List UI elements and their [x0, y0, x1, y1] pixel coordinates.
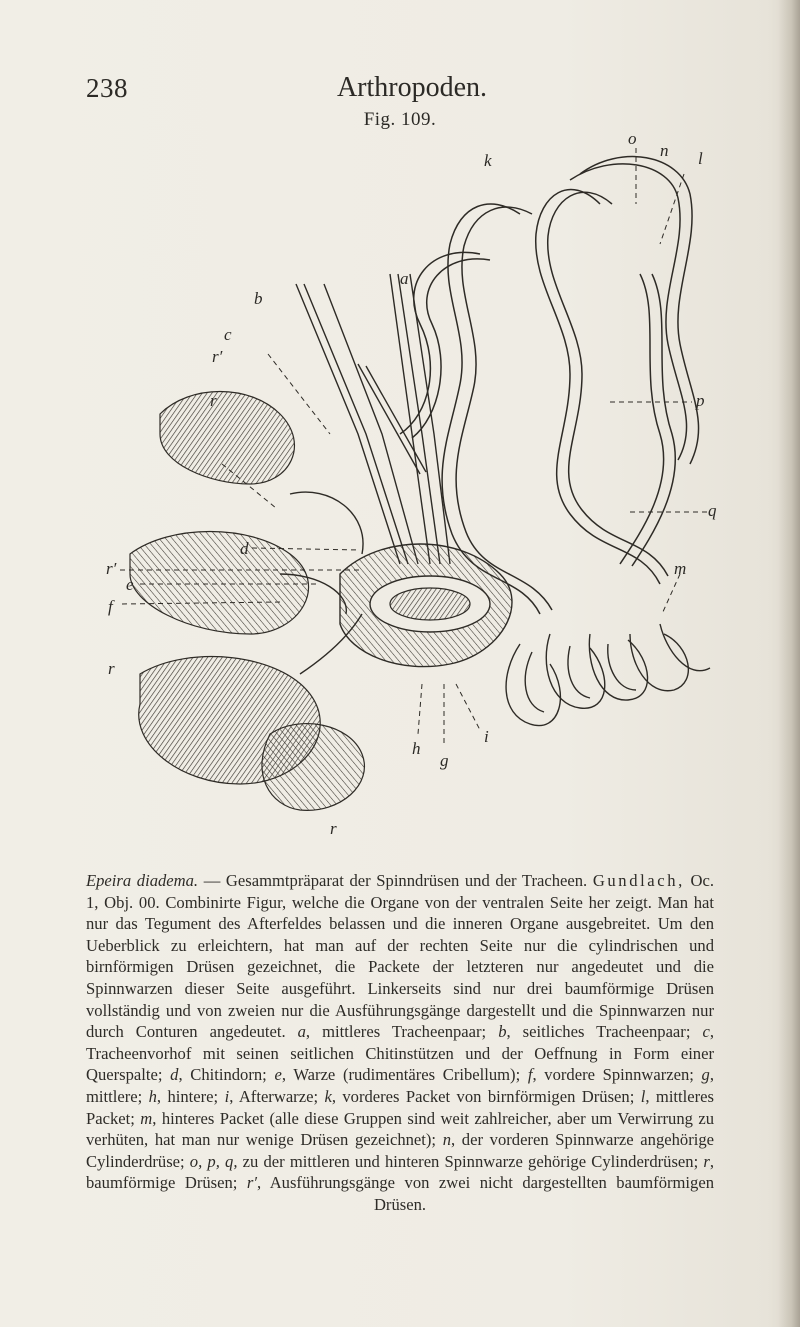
caption-letter-a: a	[297, 1022, 306, 1042]
figure-label-r-left: r	[108, 659, 115, 678]
caption-paragraph	[86, 870, 714, 1216]
caption-desc-g: , mittlere;	[86, 1065, 714, 1106]
figure-label: Fig. 109.	[363, 109, 437, 130]
caption-text-2: Oc. 1, Obj. 00. Combinirte Figur, welche die Organe von der ventralen Seite her zeigt. Man hat nur das Tegument des Afterfeldes belassen und die inneren Organe ausgebreitet. Um den Ueberblick zu erleichtern, hat man auf der rechten Seite nur die cylindrischen und birnförmigen Drüsen gezeichnet, die Packete der letzteren nur angedeutet und die Spinnwarzen dieser Seite ausgeführt. Linkerseits sind nur drei baumförmige Drüsen vollständig und von zweien nur die Ausführungsgänge dargestellt und die Spinnwarzen nur durch Conturen angedeutet.	[86, 871, 714, 1042]
caption-text-1: Gesammtpräparat der Spinndrüsen und der Tracheen.	[225, 871, 593, 890]
figure-label-n: n	[660, 141, 669, 160]
caption-desc-l: , mittleres Packet;	[86, 1086, 714, 1128]
figure-label-r-prime-left: r′	[106, 559, 117, 578]
figure-label-l: l	[698, 149, 703, 168]
caption-desc-r: , baumförmige Drüsen;	[86, 1151, 714, 1193]
figure-label-q: q	[708, 501, 717, 520]
caption-letter-m: m	[140, 1108, 153, 1128]
figure-label-k: k	[484, 151, 492, 170]
caption-desc-c: , Tracheenvorhof mit seinen seitlichen Chitinstützen und der Oeffnung in Form einer Querspalte;	[86, 1022, 714, 1085]
page-number: 238	[86, 73, 128, 103]
running-head: Arthropoden.	[336, 72, 488, 103]
figure-label-p: p	[696, 391, 705, 410]
cylindrical-glands	[400, 157, 699, 614]
page-edge-shadow	[778, 0, 800, 1327]
figure-label-o: o	[628, 134, 637, 148]
caption-dash: —	[198, 871, 226, 890]
caption-desc-r-prime: , Ausführungsgänge von zwei nicht dargestellten baumförmigen Drüsen.	[256, 1173, 714, 1214]
figure-label-r-top: r	[210, 391, 217, 410]
caption-desc-n: , der vorderen Spinnwarze angehörige Cylinderdrüse;	[86, 1130, 714, 1171]
caption-letter-d: d	[170, 1065, 179, 1085]
trachea-tubes	[296, 274, 450, 564]
caption-desc-m: , hinteres Packet (alle diese Gruppen sind weit zahlreicher, aber um Verwirrung zu verhüten, hat man nur wenige Drüsen gezeichnet);	[86, 1108, 715, 1150]
illustration-svg	[100, 134, 720, 854]
figure-label-r-bottom: r	[330, 819, 337, 838]
caption-desc-h: , hintere;	[156, 1086, 225, 1106]
figure-label-c: c	[224, 325, 232, 344]
figure-label-h: h	[412, 739, 421, 758]
caption-desc-d: , Chitindorn;	[178, 1065, 275, 1085]
caption-letter-f: f	[527, 1065, 533, 1085]
figure-label-r-prime-top: r′	[212, 347, 223, 366]
caption-letter-i: i	[224, 1086, 230, 1106]
caption-desc-i: , Afterwarze;	[229, 1086, 325, 1106]
caption-letter-h: h	[148, 1086, 157, 1106]
pyriform-glands-right	[506, 624, 710, 726]
caption-letter-n: n	[442, 1130, 451, 1150]
caption-desc-f: , vordere Spinnwarzen;	[532, 1065, 702, 1085]
figure-label-g: g	[440, 751, 449, 770]
figure-label-b: b	[254, 289, 263, 308]
figure-spinning-glands-illustration	[100, 134, 720, 854]
spinneret-area	[340, 544, 512, 667]
caption-species: Epeira diadema.	[86, 871, 199, 890]
caption-letter-l: l	[640, 1086, 646, 1106]
caption-letter-b: b	[498, 1022, 507, 1042]
figure-label-e: e	[126, 575, 134, 594]
caption-desc-e: , Warze (rudimentäres Cribellum);	[281, 1065, 528, 1085]
caption-letter-e: e	[274, 1065, 282, 1085]
figure-caption	[86, 870, 714, 1216]
caption-letter-k: k	[324, 1086, 332, 1106]
figure-label-f: f	[108, 597, 113, 616]
caption-letter-r-prime: r′	[246, 1173, 257, 1193]
caption-desc-opq: zu der mittleren und hinteren Spinnwarze gehörige Cylinderdrüsen;	[237, 1151, 704, 1171]
caption-letter-c: c	[702, 1022, 710, 1042]
caption-letter-r: r	[703, 1151, 710, 1171]
caption-letters-opq: o, p, q,	[189, 1151, 238, 1171]
tree-glands-left	[130, 392, 364, 811]
figure-label-d: d	[240, 539, 249, 558]
caption-desc-a: , mittleres Tracheenpaar;	[305, 1022, 499, 1042]
figure-label-i: i	[484, 727, 489, 746]
caption-author: Gundlach,	[592, 871, 685, 890]
caption-desc-k: , vorderes Packet von birnförmigen Drüsen;	[331, 1086, 641, 1106]
caption-letter-g: g	[701, 1065, 710, 1085]
caption-desc-b: , seitliches Tracheenpaar;	[506, 1022, 703, 1042]
figure-label-a: a	[400, 269, 409, 288]
figure-label-m: m	[674, 559, 687, 578]
